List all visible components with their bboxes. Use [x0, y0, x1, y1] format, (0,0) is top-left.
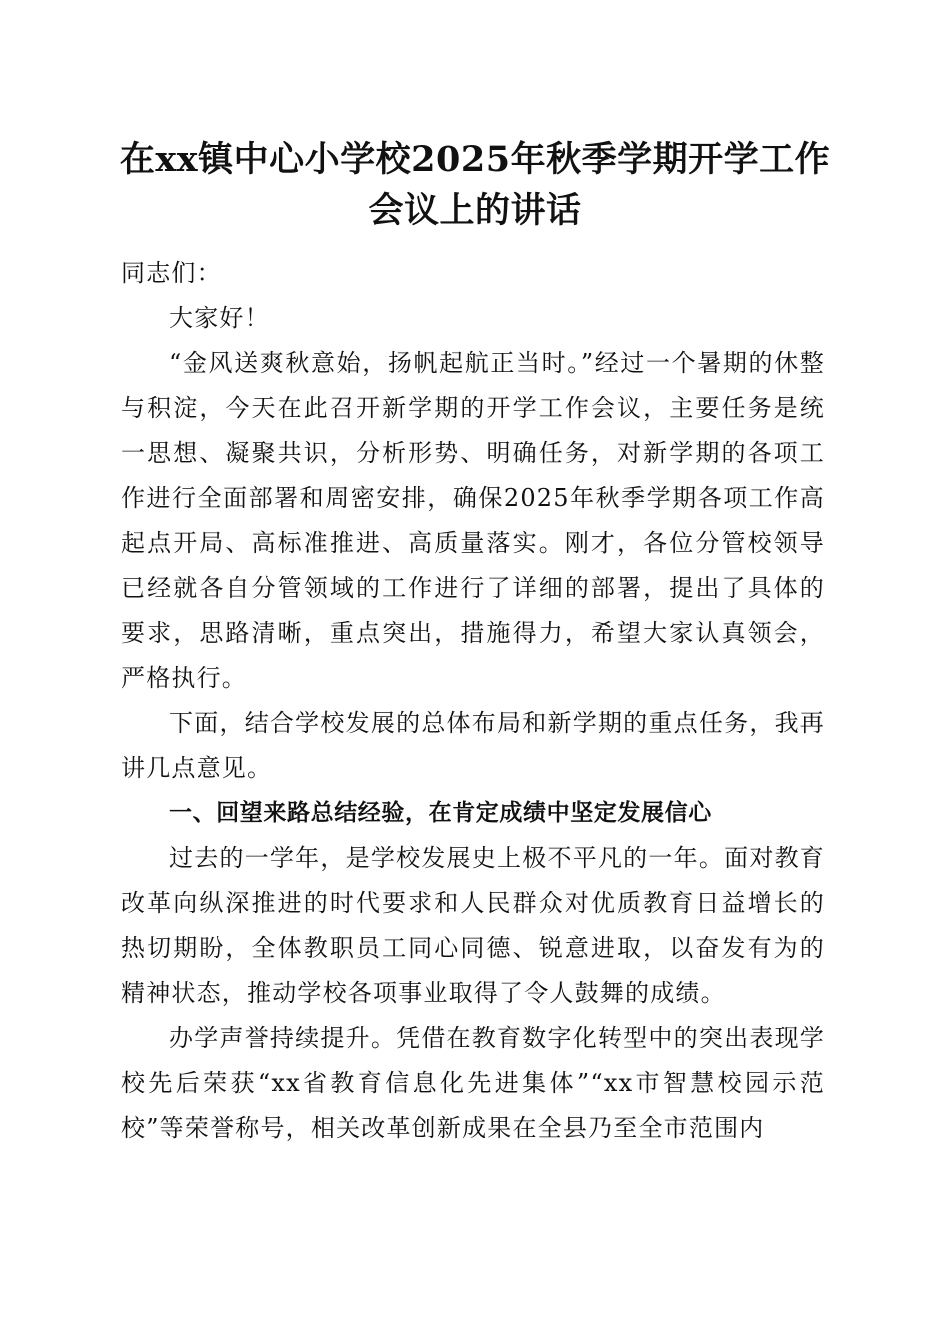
paragraph-opening: “金风送爽秋意始，扬帆起航正当时。”经过一个暑期的休整与积淀，今天在此召开新学期的开学工作会议，主要任务是统一思想、凝聚共识，分析形势、明确任务，对新学期的各项工作进行全面部署和周密安排，确保2025年秋季学期各项工作高起点开局、高标准推进、高质量落实。刚才，各位分管校领导已经就各自分管领域的工作进行了详细的部署，提出了具体的要求，思路清晰，重点突出，措施得力，希望大家认真领会，严格执行。 — [121, 349, 825, 692]
paragraph-reputation: 办学声誉持续提升。凭借在教育数字化转型中的突出表现学校先后荣获“xx省教育信息化先进集体”“xx市智慧校园示范校”等荣誉称号，相关改革创新成果在全县乃至全市范围内 — [121, 1024, 825, 1142]
document-title: 在xx镇中心小学校2025年秋季学期开学工作会议上的讲话 — [119, 139, 831, 231]
paragraph-transition: 下面，结合学校发展的总体布局和新学期的重点任务，我再讲几点意见。 — [121, 709, 825, 782]
document-body — [121, 251, 825, 1151]
section-heading: 一、回望来路总结经验，在肯定成绩中坚定发展信心 — [169, 800, 712, 826]
greeting: 大家好！ — [169, 304, 270, 332]
paragraph-review: 过去的一学年，是学校发展史上极不平凡的一年。面对教育改革向纵深推进的时代要求和人民群众对优质教育日益增长的热切期盼，全体教职员工同心同德、锐意进取，以奋发有为的精神状态，推动学校各项事业取得了令人鼓舞的成绩。 — [121, 844, 825, 1007]
salutation: 同志们： — [121, 259, 222, 287]
